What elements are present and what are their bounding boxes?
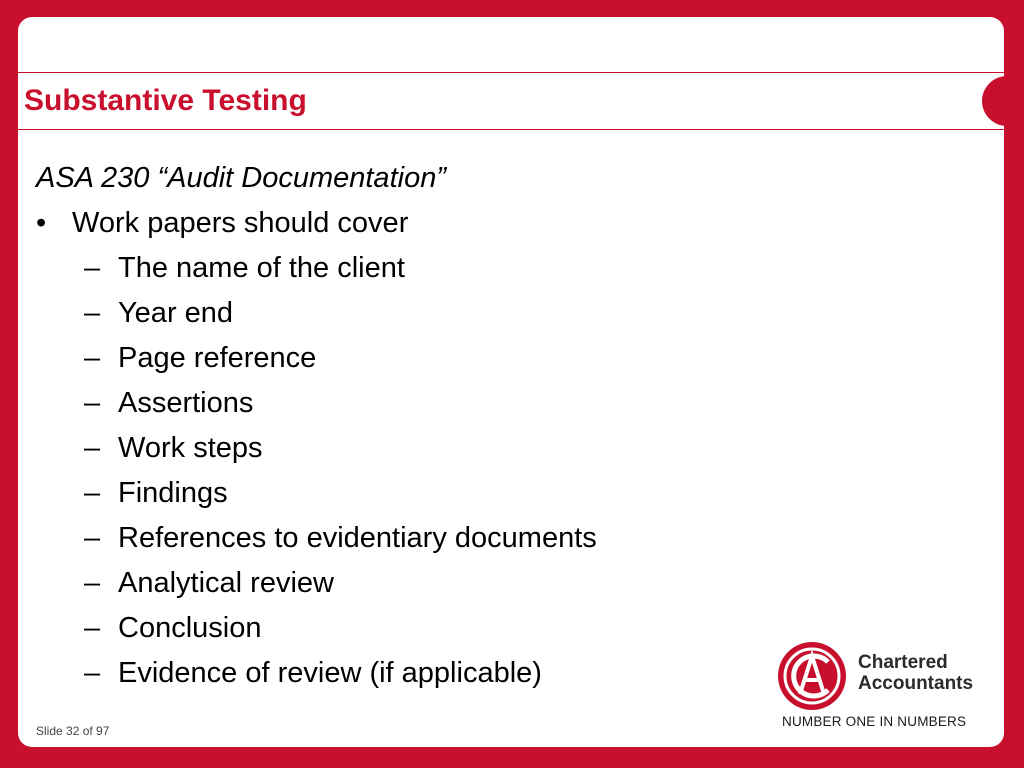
sub-item xyxy=(36,563,756,608)
bullet-text: Work papers should cover xyxy=(72,207,409,239)
logo-tagline: NUMBER ONE IN NUMBERS xyxy=(782,714,967,729)
dash-mark: – xyxy=(84,252,101,284)
sub-item-text: Page reference xyxy=(118,342,317,374)
sub-item xyxy=(36,293,756,338)
dash-mark: – xyxy=(84,432,101,464)
sub-item-text: References to evidentiary documents xyxy=(118,522,597,554)
sub-item xyxy=(36,518,756,563)
sub-item xyxy=(36,653,756,698)
bullet-mark: • xyxy=(36,207,47,239)
slide-title: Substantive Testing xyxy=(24,84,307,117)
dash-mark: – xyxy=(84,522,101,554)
logo-line-2: Accountants xyxy=(858,673,974,694)
sub-item xyxy=(36,428,756,473)
dash-mark: – xyxy=(84,297,101,329)
logo-wordmark xyxy=(858,652,973,694)
dash-mark: – xyxy=(84,342,101,374)
dash-mark: – xyxy=(84,477,101,509)
subheading: ASA 230 “Audit Documentation” xyxy=(36,162,446,194)
ca-seal-icon xyxy=(776,640,848,712)
sub-item xyxy=(36,383,756,428)
sub-item-text: The name of the client xyxy=(118,252,405,284)
sub-item-text: Findings xyxy=(118,477,228,509)
bullet-item xyxy=(36,203,756,248)
dash-mark: – xyxy=(84,567,101,599)
sub-item-text: Analytical review xyxy=(118,567,334,599)
sub-item-text: Conclusion xyxy=(118,612,262,644)
sub-item xyxy=(36,338,756,383)
sub-item xyxy=(36,608,756,653)
sub-item-text: Assertions xyxy=(118,387,254,419)
sub-item-text: Evidence of review (if applicable) xyxy=(118,657,542,689)
sub-list xyxy=(36,248,756,698)
slide-body xyxy=(36,158,756,698)
sub-item-text: Year end xyxy=(118,297,234,329)
sub-item-text: Work steps xyxy=(118,432,263,464)
logo-line-1: Chartered xyxy=(858,652,948,673)
dash-mark: – xyxy=(84,612,101,644)
slide-number: Slide 32 of 97 xyxy=(36,724,110,738)
dash-mark: – xyxy=(84,387,101,419)
dash-mark: – xyxy=(84,657,101,689)
sub-item xyxy=(36,248,756,293)
title-tab-decoration xyxy=(982,76,1024,126)
sub-item xyxy=(36,473,756,518)
